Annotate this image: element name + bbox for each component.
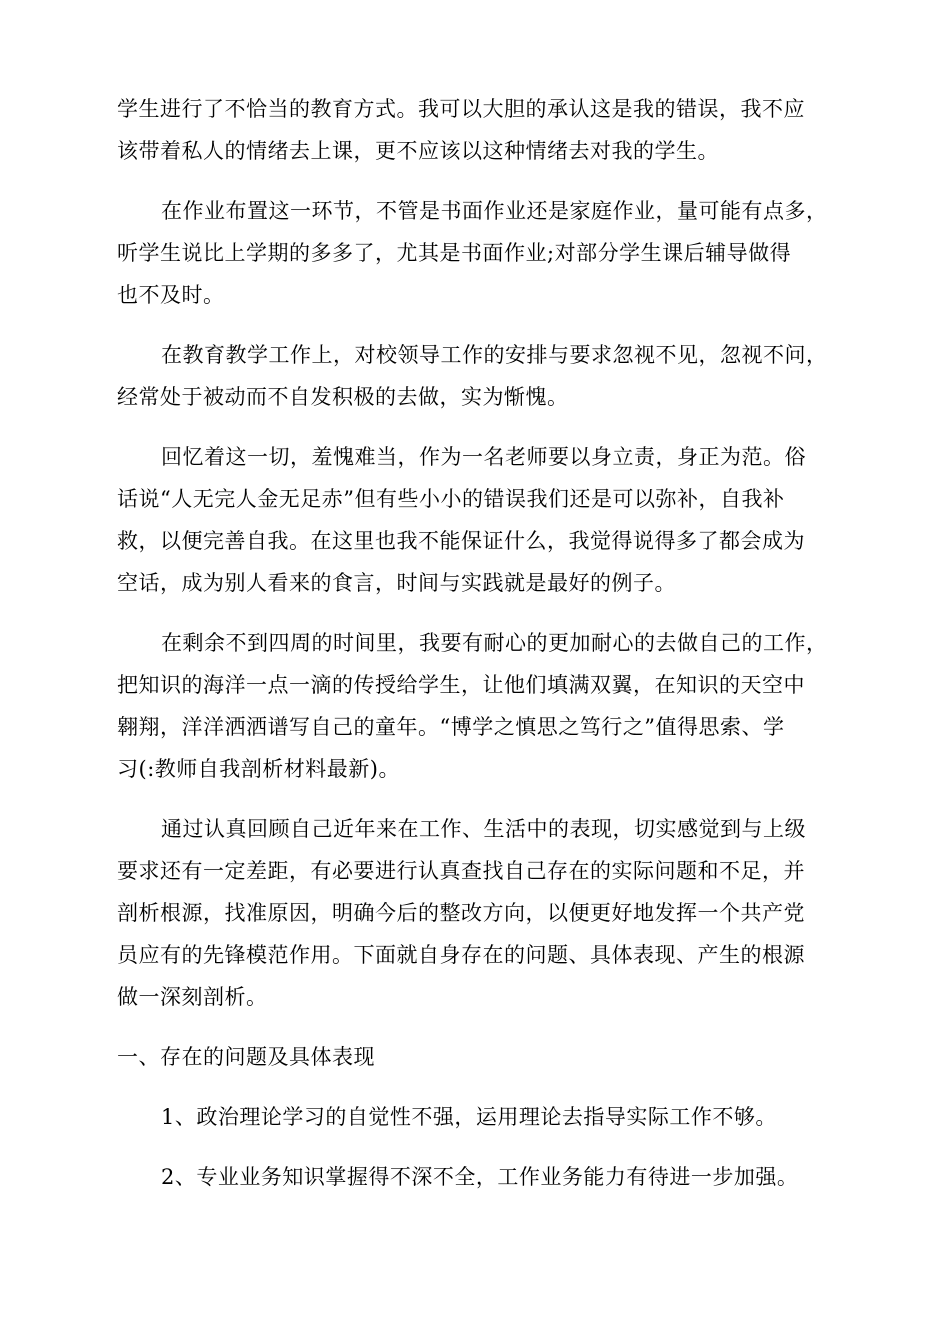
paragraph-4 [117, 436, 833, 604]
text-line: 也不及时。 [117, 283, 225, 307]
paragraph-5 [117, 622, 833, 790]
paragraph-2 [117, 190, 833, 316]
text-line: 学生进行了不恰当的教育方式。我可以大胆的承认这是我的错误，我不应 [117, 97, 805, 121]
text-line: 剖析根源，找准原因，明确今后的整改方向，以便更好地发挥一个共产党 [117, 901, 805, 925]
text-line: 在教育教学工作上，对校领导工作的安排与要求忽视不见，忽视不问， [161, 343, 828, 367]
text-line: 要求还有一定差距，有必要进行认真查找自己存在的实际问题和不足，并 [117, 859, 805, 883]
text-line: 经常处于被动而不自发积极的去做，实为惭愧。 [117, 385, 569, 409]
section-heading: 一、存在的问题及具体表现 [117, 1045, 375, 1069]
list-item: 2、专业业务知识掌握得不深不全，工作业务能力有待进一步加强。 [161, 1165, 799, 1189]
text-line: 话说“人无完人金无足赤”但有些小小的错误我们还是可以弥补，自我补 [117, 487, 785, 511]
text-line: 习(:教师自我剖析材料最新)。 [117, 757, 400, 781]
text-line: 该带着私人的情绪去上课，更不应该以这种情绪去对我的学生。 [117, 139, 719, 163]
document-body [117, 88, 833, 1216]
text-line: 员应有的先锋模范作用。下面就自身存在的问题、具体表现、产生的根源 [117, 943, 805, 967]
text-line: 把知识的海洋一点一滴的传授给学生，让他们填满双翼，在知识的天空中 [117, 673, 805, 697]
paragraph-6 [117, 808, 833, 1018]
text-line: 在剩余不到四周的时间里，我要有耐心的更加耐心的去做自己的工作， [161, 631, 828, 655]
paragraph-1 [117, 88, 833, 172]
list-item: 1、政治理论学习的自觉性不强，运用理论去指导实际工作不够。 [161, 1105, 777, 1129]
text-line: 空话，成为别人看来的食言，时间与实践就是最好的例子。 [117, 571, 676, 595]
text-line: 在作业布置这一环节，不管是书面作业还是家庭作业，量可能有点多， [161, 199, 828, 223]
text-line: 回忆着这一切，羞愧难当，作为一名老师要以身立责，身正为范。俗 [161, 445, 806, 469]
text-line: 翱翔，洋洋洒洒谱写自己的童年。“博学之慎思之笃行之”值得思索、学 [117, 715, 785, 739]
text-line: 通过认真回顾自己近年来在工作、生活中的表现，切实感觉到与上级 [161, 817, 806, 841]
paragraph-3 [117, 334, 833, 418]
text-line: 做一深刻剖析。 [117, 985, 268, 1009]
text-line: 听学生说比上学期的多多了，尤其是书面作业;对部分学生课后辅导做得 [117, 241, 792, 265]
text-line: 救，以便完善自我。在这里也我不能保证什么，我觉得说得多了都会成为 [117, 529, 805, 553]
